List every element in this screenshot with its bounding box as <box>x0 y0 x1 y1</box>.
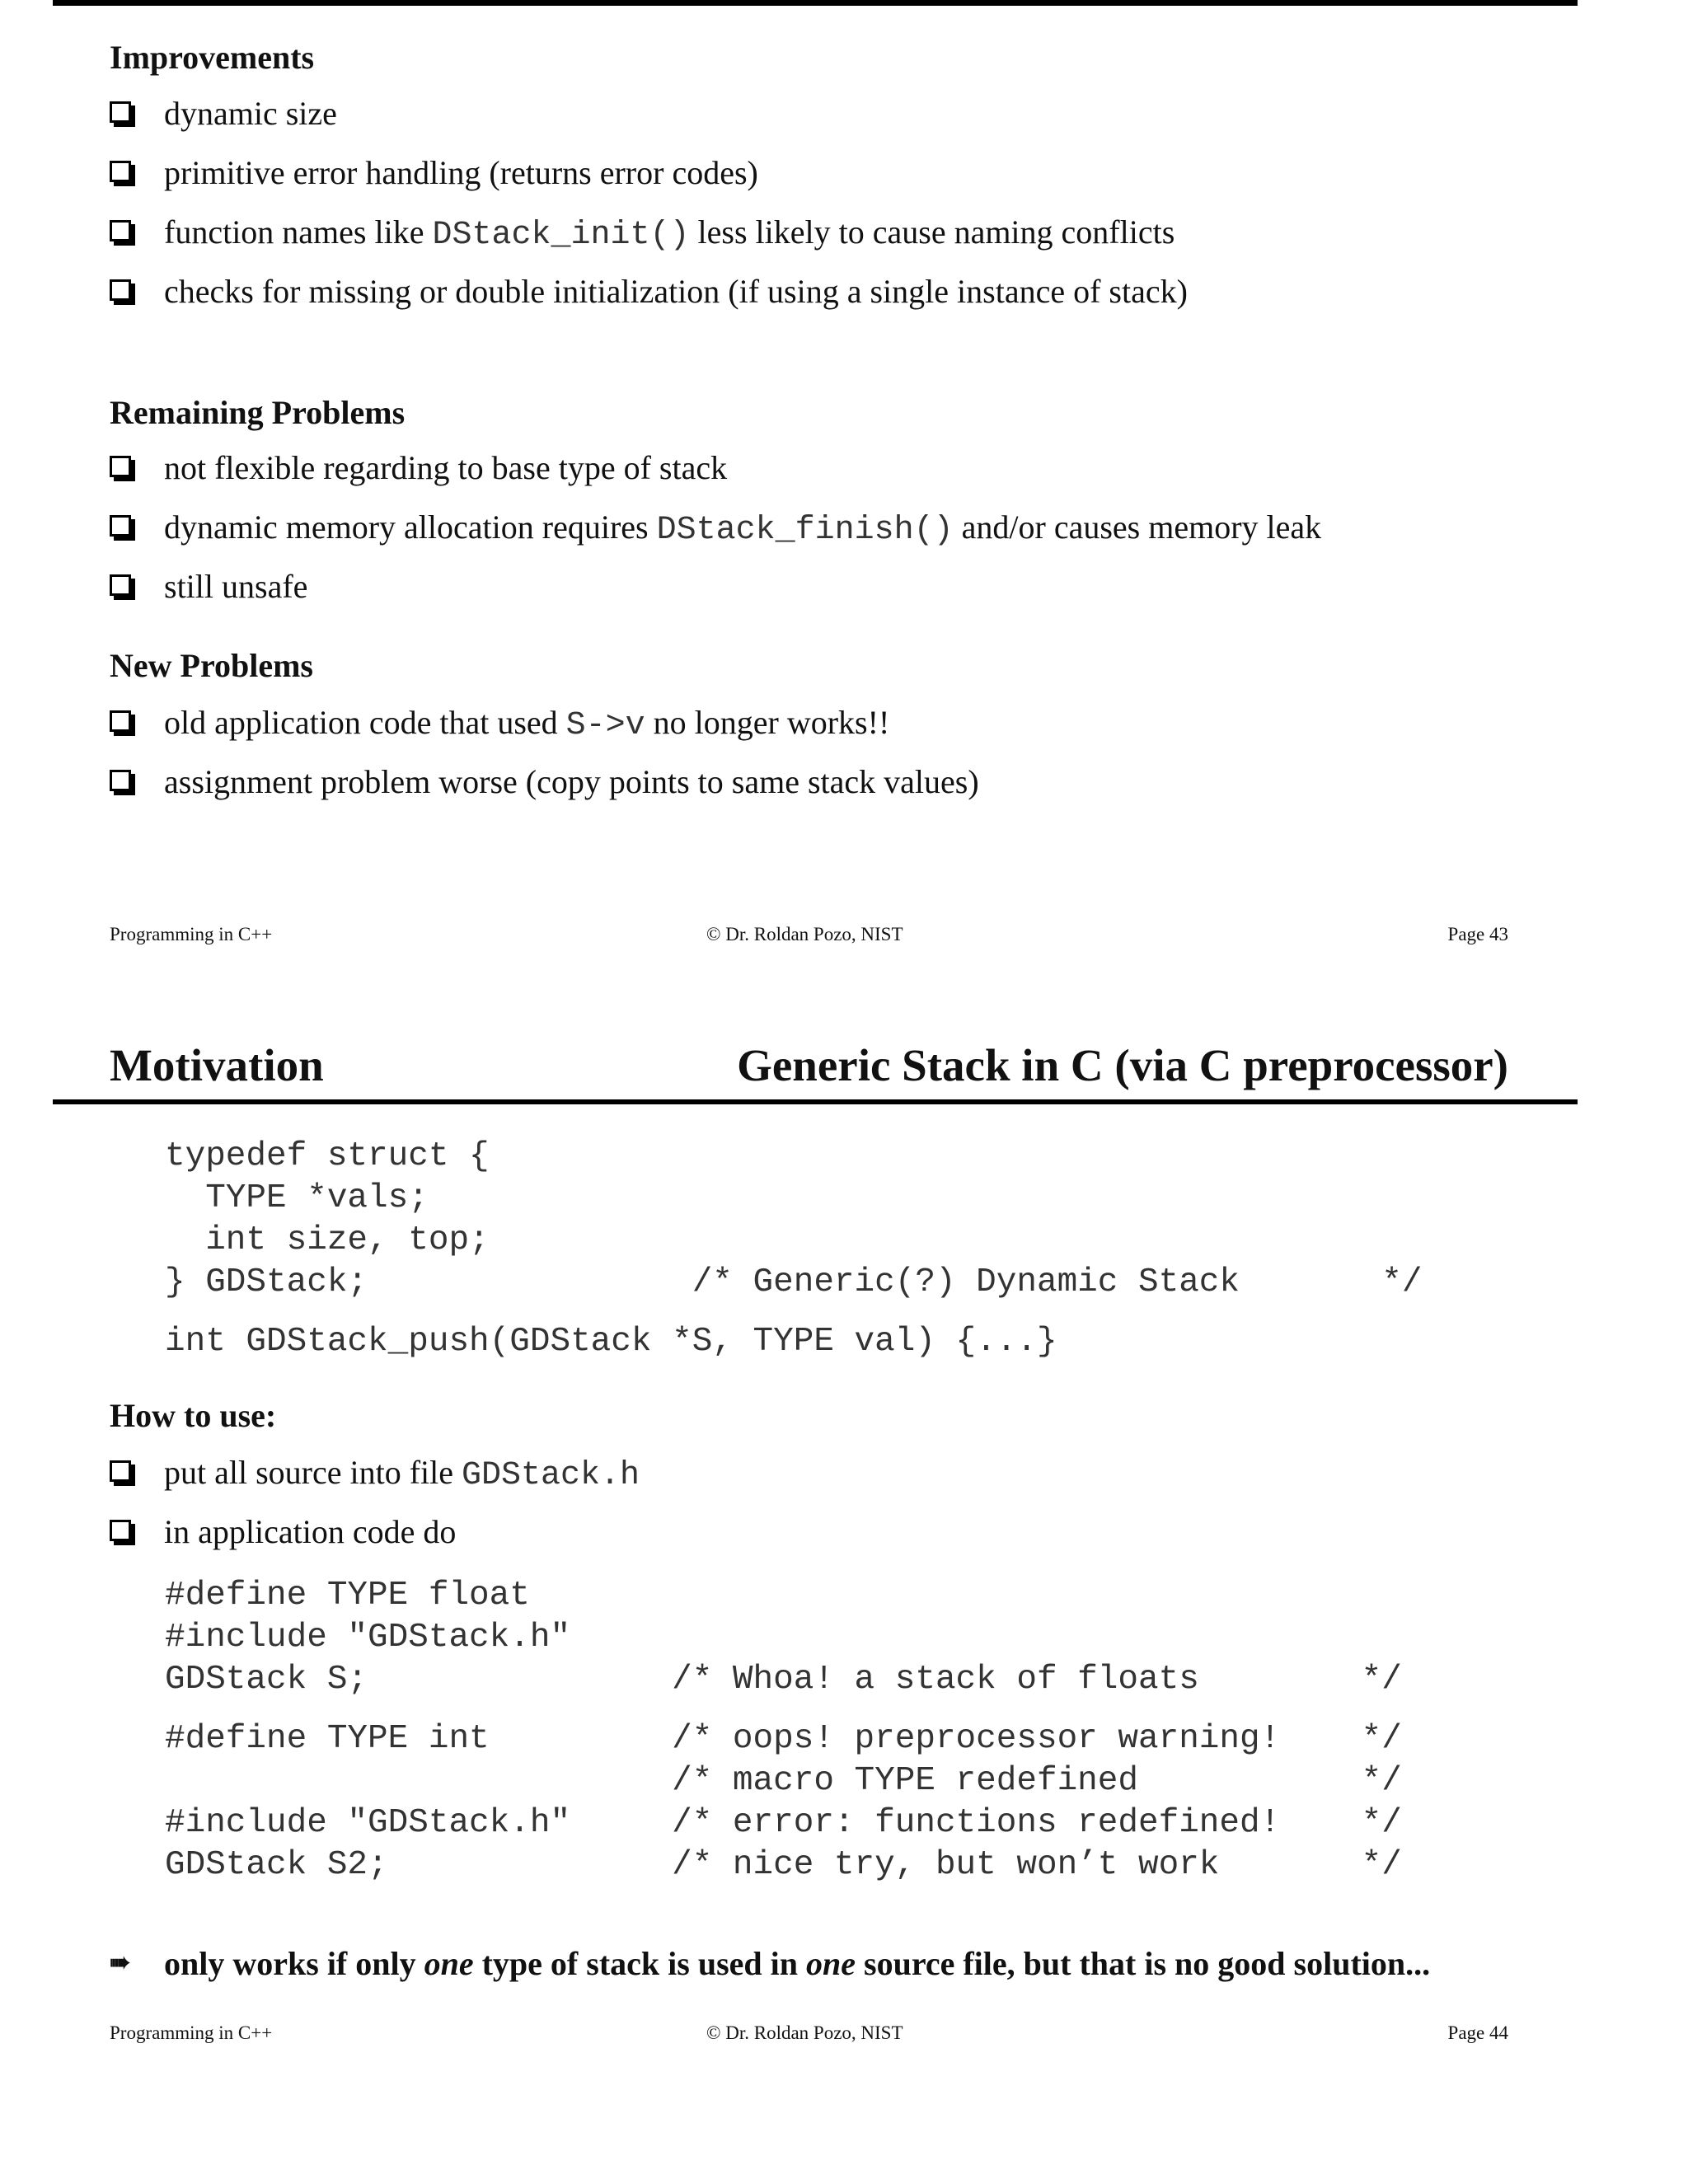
checkbox-icon <box>110 710 131 732</box>
checkbox-icon <box>110 574 131 596</box>
code-block-push: int GDStack_push(GDStack *S, TYPE val) {...} <box>165 1323 1057 1361</box>
checkbox-icon <box>110 770 131 791</box>
heading-remaining-problems: Remaining Problems <box>110 394 406 431</box>
footer-left: Programming in C++ <box>110 924 273 944</box>
footer-page-number: Page 43 <box>1447 924 1508 944</box>
code-inline: DStack_finish() <box>656 512 954 549</box>
page-title-right: Generic Stack in C (via C preprocessor) <box>737 1040 1508 1090</box>
checkbox-icon <box>110 279 131 301</box>
footer-center: © Dr. Roldan Pozo, NIST <box>706 2022 903 2043</box>
heading-new-problems: New Problems <box>110 647 313 684</box>
code-block-redefine: #define TYPE int /* oops! preprocessor warning! */ /* macro TYPE redefined */ #include "GDStack.h" /* error: functions redefined! */ GDStack S2; /* nice try, but won’t work */ <box>165 1720 1402 1884</box>
checkbox-icon <box>110 101 131 123</box>
heading-how-to-use: How to use: <box>110 1397 277 1434</box>
top-rule <box>53 0 1578 6</box>
code-inline: GDStack.h <box>462 1457 640 1494</box>
footer-left: Programming in C++ <box>110 2022 273 2043</box>
code-inline: S->v <box>565 707 645 744</box>
page-title-left: Motivation <box>110 1040 324 1090</box>
code-block-usage: #define TYPE float #include "GDStack.h" GDStack S; /* Whoa! a stack of floats */ <box>165 1577 1402 1699</box>
heading-improvements: Improvements <box>110 39 315 76</box>
checkbox-icon <box>110 515 131 537</box>
code-inline: DStack_init() <box>432 217 690 254</box>
code-block-struct: typedef struct { TYPE *vals; int size, top; } GDStack; /* Generic(?) Dynamic Stack */ <box>165 1137 1423 1301</box>
checkbox-icon <box>110 161 131 182</box>
arrow-icon: ➠ <box>110 1949 131 1976</box>
footer-center: © Dr. Roldan Pozo, NIST <box>706 924 903 944</box>
footer-page-number: Page 44 <box>1447 2022 1508 2043</box>
checkbox-icon <box>110 1460 131 1482</box>
checkbox-icon <box>110 1520 131 1541</box>
checkbox-icon <box>110 220 131 241</box>
checkbox-icon <box>110 456 131 477</box>
title-rule <box>53 1099 1578 1104</box>
